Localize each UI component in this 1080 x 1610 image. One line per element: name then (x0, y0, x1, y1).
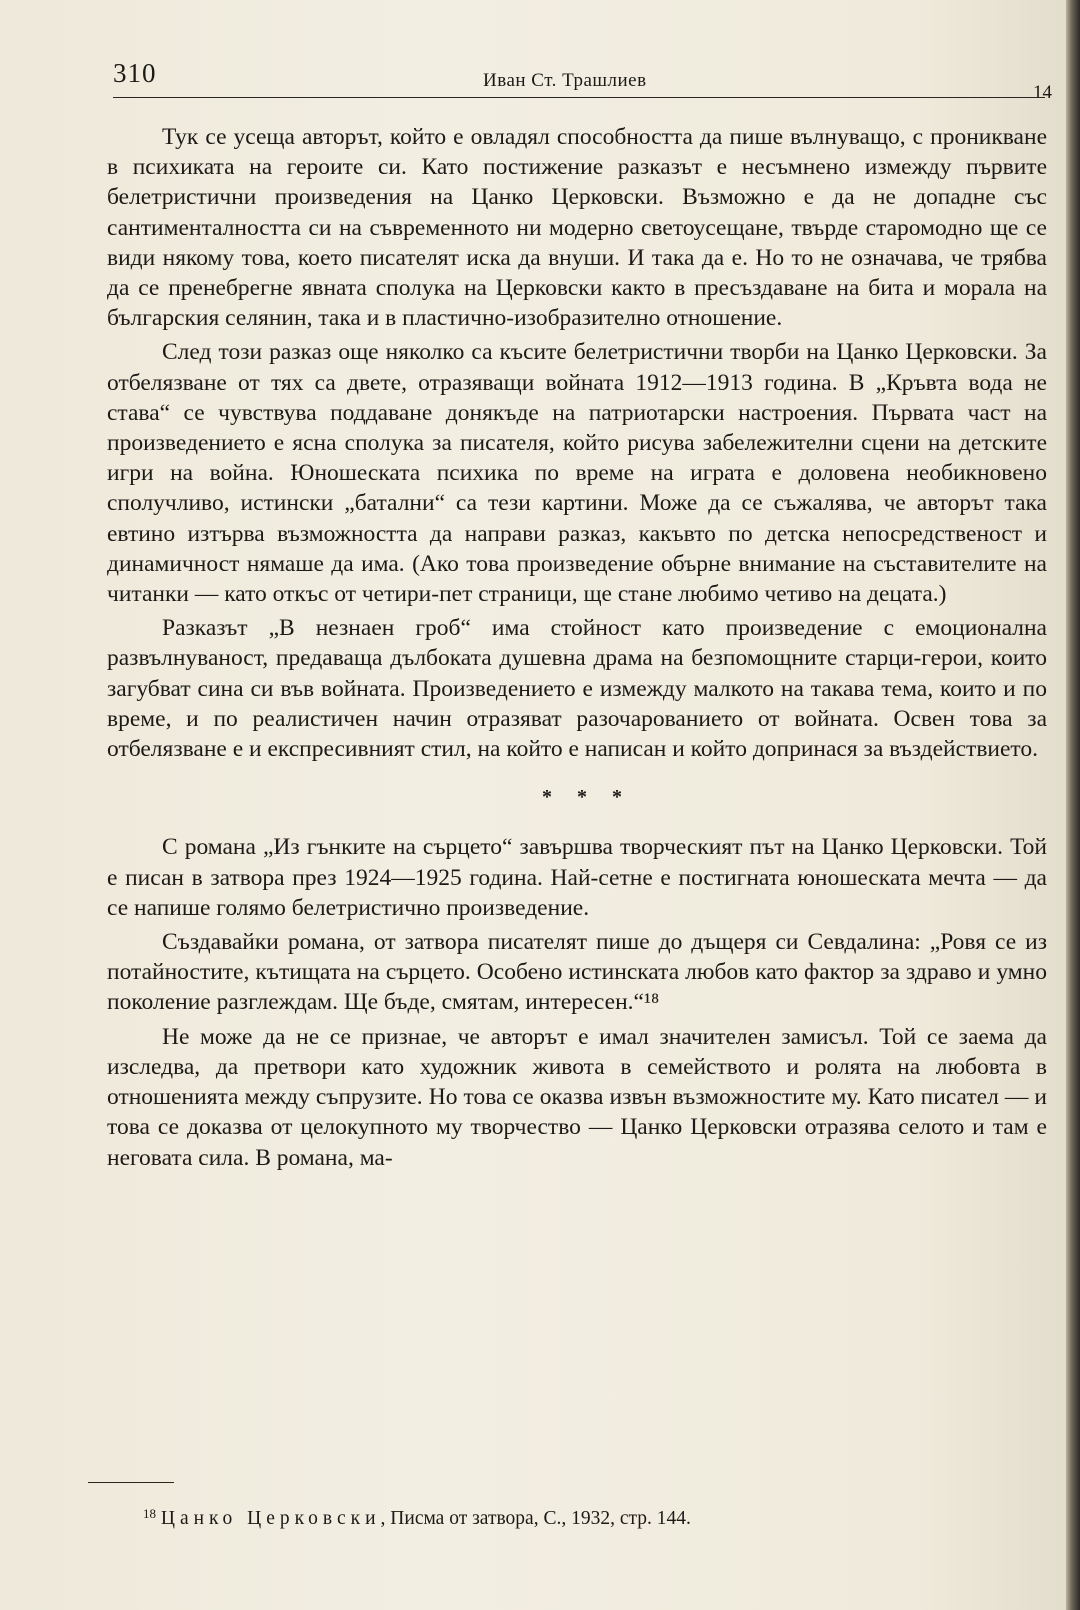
footnote-rule (88, 1482, 174, 1483)
page-number: 310 (113, 58, 157, 88)
paragraph: Разказът „В незнаен гроб“ има стойност като произведение с емоционална развълнуваност, предаваща дълбоката душевна драма на безпомощните старци-герои, които загубват сина си във войната. Произведението е измежду малкото на такава тема, които и по време, и по реалистичен начин отразяват разочарованието от войната. Освен това за отбелязване е и експресивният стил, на който е написан и който допринася за въздействието. (107, 615, 1047, 763)
footnote (143, 1506, 691, 1530)
footnote-author: Цанко Церковски (160, 1508, 381, 1529)
header-rule (113, 97, 1045, 98)
paragraph: Тук се усеща авторът, който е овладял способността да пише вълнуващо, с проникване в психиката на героите си. Като постижение разказът е несъмнено измежду първите белетристични произведения на Цанко Церковски. Възможно е да не допадне със сантименталността си на съвременното ни модерно светоусещане, твърде старомодно ще се види някому това, което писателят иска да внуши. И така да е. Но то не означава, че трябва да се пренебрегне явната сполука на Церковски както в пресъздаване на бита и морала на българския селянин, така и в пластично-изобразително отношение. (107, 124, 1047, 332)
paragraph: С романа „Из гънките на сърцето“ завършва творческият път на Цанко Церковски. Той е писан в затвора през 1924—1925 година. Най-сетне е постигната юношеската мечта — да се напише голямо белетристично произведение. (107, 834, 1047, 921)
footnote-text: , Писма от затвора, С., 1932, стр. 144. (380, 1508, 691, 1529)
paragraph: След този разказ още няколко са късите белетристични творби на Цанко Церковски. За отбелязване от тях са двете, отразяващи войната 1912—1913 година. В „Кръвта вода не става“ се чувствува поддаване донякъде на патриотарски настроения. Първата част на произведението е ясна сполука за писателя, който рисува забележителни сцени на детските игри на война. Юношеската психика по време на играта е доловена необикновено сполучливо, истински „батални“ са тези картини. Може да се съжалява, че авторът така евтино изтърва възможността да направи разказ, какъвто по детска непосредственост и динамичност нямаше да има. (Ако това произведение обърне внимание на съставителите на читанки — като откъс от четири-пет страници, ще стане любимо четиво на децата.) (107, 339, 1047, 608)
footnote-number: 18 (143, 1506, 156, 1521)
section-break: * * * (542, 786, 632, 809)
paragraph: Не може да не се признае, че авторът е имал значителен замисъл. Той се заема да изследва, да претвори като художник живота в семейството и ролята на любовта в отношенията между съпрузите. Но това се оказва извън възможностите му. Като писател — и това се доказва от целокупното му творчество — Цанко Церковски отразява селото и там е неговата сила. В романа, ма- (107, 1023, 1047, 1171)
edge-mark: 14 (1033, 82, 1052, 103)
book-spine-shadow (1066, 0, 1080, 1610)
body-text (107, 122, 1047, 1173)
running-head: Иван Ст. Трашлиев (483, 70, 647, 91)
page-header (113, 58, 1052, 103)
paragraph: Създавайки романа, от затвора писателят пише до дъщеря си Севдалина: „Ровя се из потайностите, кътищата на сърцето. Особено истинската любов като фактор за здраво и умно поколение разглеждам. Ще бъде, смятам, интересен.“¹⁸ (107, 929, 1047, 1016)
